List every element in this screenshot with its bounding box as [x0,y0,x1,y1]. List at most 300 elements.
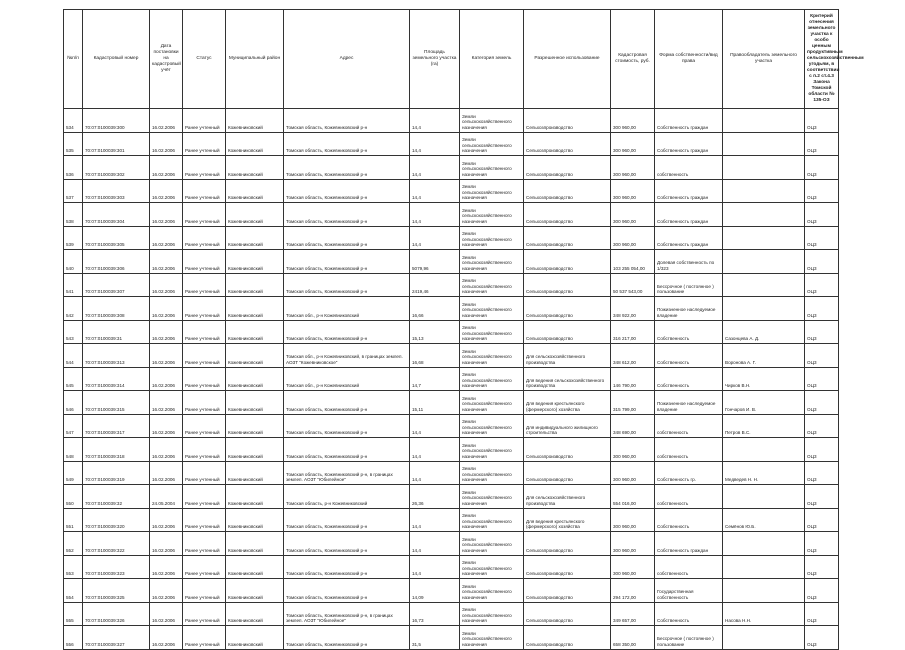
address-cell: Томская область, Кожевниковский р-н [284,320,410,344]
area-cell: 16,73 [410,602,460,626]
cadastral-value-cell: 348 922,00 [611,297,655,321]
registration-date-cell: 16.02.2006 [150,414,183,438]
permitted-use-cell: Сельхозпроизводство [524,226,611,250]
cadastral-value-cell: 300 960,00 [611,438,655,462]
registration-date-cell: 16.02.2006 [150,109,183,133]
cadastral-number-cell: 70:07:0100039:323 [83,555,150,579]
status-cell: Ранее учтенный [183,367,226,391]
cadastral-number-cell: 70:07:0100039:306 [83,250,150,274]
cadastral-number-cell: 70:07:0100039:301 [83,132,150,156]
registration-date-cell: 16.02.2006 [150,250,183,274]
address-cell: Томская обл., р-н Кожевниковский [284,367,410,391]
municipal-district-cell: Кожевниковский [226,367,284,391]
table-row [64,320,839,344]
cadastral-number-cell: 70:07:0100039:319 [83,461,150,485]
table-row [64,109,839,133]
status-cell: Ранее учтенный [183,508,226,532]
land-category-cell: Земли сельскохозяйственного назначения [460,109,524,133]
area-cell: 14,4 [410,109,460,133]
permitted-use-cell: Сельхозпроизводство [524,250,611,274]
ownership-form-cell: Собственность [655,508,723,532]
address-cell: Томская обл., р-н Кожевниковский [284,297,410,321]
criterion-cell: ОЦ3 [805,367,839,391]
criterion-cell: ОЦ3 [805,132,839,156]
cadastral-value-cell: 294 172,00 [611,579,655,603]
area-cell: 14,4 [410,179,460,203]
registration-date-cell: 16.02.2006 [150,226,183,250]
status-cell: Ранее учтенный [183,626,226,650]
table-row [64,344,839,368]
registration-date-cell: 16.02.2006 [150,367,183,391]
address-cell: Томская область, Кожевниковский р-н [284,156,410,180]
cadastral-number-cell: 70:07:0100039:326 [83,602,150,626]
address-cell: Томская область, р-н Кожевниковский [284,485,410,509]
ownership-form-cell: Пожизненное наследуемое владение [655,391,723,415]
number-cell: 554 [64,579,83,603]
area-cell: 15,11 [410,391,460,415]
cadastral-number-cell: 70:07:0100039:313 [83,344,150,368]
address-cell: Томская область, Кожевниковский р-н [284,532,410,556]
status-cell: Ранее учтенный [183,602,226,626]
col-ownership-form-header: Форма собственности/вид права [655,10,723,109]
registration-date-cell: 16.02.2006 [150,320,183,344]
address-cell: Томская область, Кожевниковский р-н [284,391,410,415]
cadastral-number-cell: 70:07:0100039:320 [83,508,150,532]
permitted-use-cell: Сельхозпроизводство [524,602,611,626]
criterion-cell: ОЦ3 [805,508,839,532]
land-category-cell: Земли сельскохозяйственного назначения [460,414,524,438]
number-cell: 535 [64,132,83,156]
area-cell: 14,09 [410,579,460,603]
cadastral-value-cell: 300 960,00 [611,461,655,485]
table-row [64,273,839,297]
criterion-cell: ОЦ3 [805,438,839,462]
right-holder-cell: Сазонцева А. Д. [723,320,805,344]
criterion-cell: ОЦ3 [805,579,839,603]
ownership-form-cell: Государственная собственность [655,579,723,603]
registration-date-cell: 16.02.2006 [150,132,183,156]
table-row [64,367,839,391]
land-category-cell: Земли сельскохозяйственного назначения [460,532,524,556]
cadastral-number-cell: 70:07:0100039:304 [83,203,150,227]
permitted-use-cell: Сельхозпроизводство [524,579,611,603]
ownership-form-cell: собственность [655,156,723,180]
area-cell: 5079,96 [410,250,460,274]
municipal-district-cell: Кожевниковский [226,579,284,603]
address-cell: Томская область, Кожевниковский р-н [284,626,410,650]
area-cell: 14,4 [410,203,460,227]
registration-date-cell: 16.02.2006 [150,555,183,579]
address-cell: Томская область, Кожевниковский р-н [284,555,410,579]
col-cadastral-value-header: Кадастровая стоимость, руб. [611,10,655,109]
address-cell: Томская область, Кожевниковский р-н [284,109,410,133]
table-row [64,156,839,180]
registration-date-cell: 16.02.2006 [150,508,183,532]
status-cell: Ранее учтенный [183,461,226,485]
area-cell: 14,4 [410,438,460,462]
land-category-cell: Земли сельскохозяйственного назначения [460,156,524,180]
cadastral-number-cell: 70:07:0100039:32 [83,485,150,509]
municipal-district-cell: Кожевниковский [226,602,284,626]
area-cell: 26,36 [410,485,460,509]
municipal-district-cell: Кожевниковский [226,156,284,180]
ownership-form-cell: собственность [655,555,723,579]
permitted-use-cell: Сельхозпроизводство [524,297,611,321]
table-row [64,532,839,556]
table-row [64,297,839,321]
status-cell: Ранее учтенный [183,438,226,462]
right-holder-cell [723,532,805,556]
right-holder-cell [723,203,805,227]
cadastral-value-cell: 348 612,00 [611,344,655,368]
cadastral-value-cell: 300 960,00 [611,532,655,556]
registration-date-cell: 16.02.2006 [150,273,183,297]
cadastral-number-cell: 70:07:0100039:302 [83,156,150,180]
col-area-header: Площадь земельного участка (га) [410,10,460,109]
criterion-cell: ОЦ3 [805,461,839,485]
ownership-form-cell: Собственность граждан [655,109,723,133]
registration-date-cell: 16.02.2006 [150,156,183,180]
right-holder-cell [723,626,805,650]
land-category-cell: Земли сельскохозяйственного назначения [460,485,524,509]
status-cell: Ранее учтенный [183,532,226,556]
table-row [64,132,839,156]
number-cell: 550 [64,485,83,509]
cadastral-value-cell: 300 960,00 [611,555,655,579]
land-category-cell: Земли сельскохозяйственного назначения [460,344,524,368]
permitted-use-cell: Для ведения крестьянского (фермерского) хозяйства [524,391,611,415]
table-header [64,10,864,109]
land-category-cell: Земли сельскохозяйственного назначения [460,273,524,297]
table-row [64,226,839,250]
address-cell: Томская область, Кожевниковский р-н [284,414,410,438]
address-cell: Томская область, Кожевниковский р-н [284,273,410,297]
ownership-form-cell: Собственность граждан [655,226,723,250]
number-cell: 541 [64,273,83,297]
table-row [64,602,839,626]
number-cell: 548 [64,438,83,462]
cadastral-value-cell: 315 799,00 [611,391,655,415]
criterion-cell: ОЦ3 [805,414,839,438]
area-cell: 14,4 [410,532,460,556]
criterion-cell: ОЦ3 [805,156,839,180]
permitted-use-cell: Для ведения сельскохозяйственного производства [524,367,611,391]
registration-date-cell: 16.02.2006 [150,179,183,203]
cadastral-value-cell: 300 960,00 [611,109,655,133]
cadastral-value-cell: 300 960,00 [611,179,655,203]
municipal-district-cell: Кожевниковский [226,250,284,274]
right-holder-cell [723,555,805,579]
land-plots-table [63,9,864,650]
status-cell: Ранее учтенный [183,226,226,250]
number-cell: 542 [64,297,83,321]
permitted-use-cell: Для индивидуального жилищного строительства [524,414,611,438]
status-cell: Ранее учтенный [183,250,226,274]
cadastral-number-cell: 70:07:0100039:327 [83,626,150,650]
number-cell: 537 [64,179,83,203]
permitted-use-cell: Сельхозпроизводство [524,626,611,650]
right-holder-cell: Медведев Н. Н. [723,461,805,485]
cadastral-value-cell: 146 790,00 [611,367,655,391]
municipal-district-cell: Кожевниковский [226,132,284,156]
area-cell: 14,7 [410,367,460,391]
table-row [64,555,839,579]
right-holder-cell [723,438,805,462]
col-permitted-use-header: Разрешенное использование [524,10,611,109]
area-cell: 14,4 [410,414,460,438]
cadastral-number-cell: 70:07:0100039:322 [83,532,150,556]
registration-date-cell: 16.02.2006 [150,579,183,603]
table-row [64,414,839,438]
land-category-cell: Земли сельскохозяйственного назначения [460,132,524,156]
criterion-cell: ОЦ3 [805,273,839,297]
status-cell: Ранее учтенный [183,579,226,603]
municipal-district-cell: Кожевниковский [226,344,284,368]
cadastral-number-cell: 70:07:0100039:314 [83,367,150,391]
land-category-cell: Земли сельскохозяйственного назначения [460,391,524,415]
area-cell: 16,66 [410,297,460,321]
cadastral-number-cell: 70:07:0100039:325 [83,579,150,603]
land-category-cell: Земли сельскохозяйственного назначения [460,555,524,579]
ownership-form-cell: Собственность [655,367,723,391]
spreadsheet-page [63,9,864,650]
registration-date-cell: 16.02.2006 [150,626,183,650]
area-cell: 14,4 [410,461,460,485]
permitted-use-cell: Для сельскохозяйственного производства [524,485,611,509]
municipal-district-cell: Кожевниковский [226,555,284,579]
ownership-form-cell: собственность [655,438,723,462]
ownership-form-cell: Собственность гр. [655,461,723,485]
criterion-cell: ОЦ3 [805,485,839,509]
area-cell: 2419,46 [410,273,460,297]
table-row [64,438,839,462]
land-category-cell: Земли сельскохозяйственного назначения [460,438,524,462]
registration-date-cell: 16.02.2006 [150,532,183,556]
cadastral-number-cell: 70:07:0100039:308 [83,297,150,321]
cadastral-number-cell: 70:07:0100039:305 [83,226,150,250]
criterion-cell: ОЦ3 [805,226,839,250]
col-status-header: Статус [183,10,226,109]
land-category-cell: Земли сельскохозяйственного назначения [460,203,524,227]
municipal-district-cell: Кожевниковский [226,532,284,556]
permitted-use-cell: Сельхозпроизводство [524,273,611,297]
registration-date-cell: 16.02.2006 [150,391,183,415]
permitted-use-cell: Сельхозпроизводство [524,320,611,344]
land-category-cell: Земли сельскохозяйственного назначения [460,226,524,250]
cadastral-number-cell: 70:07:0100039:315 [83,391,150,415]
cadastral-number-cell: 70:07:0100039:307 [83,273,150,297]
land-category-cell: Земли сельскохозяйственного назначения [460,602,524,626]
cadastral-value-cell: 554 016,00 [611,485,655,509]
criterion-cell: ОЦ3 [805,179,839,203]
criterion-cell: ОЦ3 [805,250,839,274]
ownership-form-cell: Собственность граждан [655,203,723,227]
col-land-category-header: Категория земель [460,10,524,109]
permitted-use-cell: Сельхозпроизводство [524,438,611,462]
number-cell: 545 [64,367,83,391]
permitted-use-cell: Для сельскохозяйственного производства [524,344,611,368]
right-holder-cell [723,297,805,321]
municipal-district-cell: Кожевниковский [226,485,284,509]
table-body [64,109,839,650]
cadastral-value-cell: 300 960,00 [611,203,655,227]
right-holder-cell [723,579,805,603]
criterion-cell: ОЦ3 [805,626,839,650]
area-cell: 14,4 [410,555,460,579]
col-registration-date-header: Дата постановки на кадастровый учёт [150,10,183,109]
permitted-use-cell: Сельхозпроизводство [524,132,611,156]
criterion-cell: ОЦ3 [805,391,839,415]
table-row [64,461,839,485]
number-cell: 534 [64,109,83,133]
address-cell: Томская область, Кожевниковский р-н, в границах землеп. АОЗТ "Юбилейное" [284,461,410,485]
address-cell: Томская область, Кожевниковский р-н [284,132,410,156]
cadastral-number-cell: 70:07:0100039:317 [83,414,150,438]
permitted-use-cell: Сельхозпроизводство [524,109,611,133]
right-holder-cell: Воронова А. Г. [723,344,805,368]
status-cell: Ранее учтенный [183,414,226,438]
right-holder-cell [723,109,805,133]
status-cell: Ранее учтенный [183,156,226,180]
cadastral-number-cell: 70:07:0100039:318 [83,438,150,462]
address-cell: Томская область, Кожевниковский р-н [284,438,410,462]
right-holder-cell: Чирков В.Н. [723,367,805,391]
cadastral-value-cell: 103 255 054,00 [611,250,655,274]
right-holder-cell [723,250,805,274]
cadastral-value-cell: 300 960,00 [611,508,655,532]
number-cell: 547 [64,414,83,438]
land-category-cell: Земли сельскохозяйственного назначения [460,367,524,391]
municipal-district-cell: Кожевниковский [226,508,284,532]
area-cell: 16,68 [410,344,460,368]
land-category-cell: Земли сельскохозяйственного назначения [460,508,524,532]
right-holder-cell: Петров В.С. [723,414,805,438]
municipal-district-cell: Кожевниковский [226,391,284,415]
number-cell: 536 [64,156,83,180]
ownership-form-cell: собственность [655,485,723,509]
ownership-form-cell: собственность [655,414,723,438]
area-cell: 14,4 [410,156,460,180]
land-category-cell: Земли сельскохозяйственного назначения [460,579,524,603]
municipal-district-cell: Кожевниковский [226,414,284,438]
status-cell: Ранее учтенный [183,179,226,203]
ownership-form-cell: Собственность [655,344,723,368]
ownership-form-cell: Бессрочное ( постоянное ) пользование [655,626,723,650]
table-row [64,579,839,603]
permitted-use-cell: Сельхозпроизводство [524,179,611,203]
right-holder-cell: Семёнов Ю.Б. [723,508,805,532]
number-cell: 538 [64,203,83,227]
criterion-cell: ОЦ3 [805,320,839,344]
address-cell: Томская область, Кожевниковский р-н [284,250,410,274]
cadastral-number-cell: 70:07:0100039:303 [83,179,150,203]
status-cell: Ранее учтенный [183,203,226,227]
permitted-use-cell: Сельхозпроизводство [524,532,611,556]
number-cell: 544 [64,344,83,368]
registration-date-cell: 16.02.2006 [150,461,183,485]
land-category-cell: Земли сельскохозяйственного назначения [460,626,524,650]
number-cell: 555 [64,602,83,626]
table-row [64,179,839,203]
land-category-cell: Земли сельскохозяйственного назначения [460,250,524,274]
right-holder-cell [723,156,805,180]
number-cell: 543 [64,320,83,344]
cadastral-value-cell: 50 537 543,00 [611,273,655,297]
ownership-form-cell: Пожизненное наследуемое владение [655,297,723,321]
area-cell: 14,4 [410,132,460,156]
criterion-cell: ОЦ3 [805,602,839,626]
status-cell: Ранее учтенный [183,109,226,133]
registration-date-cell: 16.02.2006 [150,344,183,368]
table-row [64,250,839,274]
criterion-cell: ОЦ3 [805,555,839,579]
right-holder-cell: Гончаров И. В. [723,391,805,415]
ownership-form-cell: Собственность граждан [655,132,723,156]
table-row [64,626,839,650]
right-holder-cell [723,179,805,203]
status-cell: Ранее учтенный [183,555,226,579]
col-number-header: №п/п [64,10,83,109]
municipal-district-cell: Кожевниковский [226,438,284,462]
number-cell: 556 [64,626,83,650]
permitted-use-cell: Сельхозпроизводство [524,203,611,227]
permitted-use-cell: Для ведения крестьянского (фермерского) хозяйства [524,508,611,532]
table-row [64,203,839,227]
number-cell: 551 [64,508,83,532]
cadastral-value-cell: 300 960,00 [611,132,655,156]
address-cell: Томская область, Кожевниковский р-н, в границах землеп. АОЗТ "Юбилейное" [284,602,410,626]
area-cell: 15,13 [410,320,460,344]
number-cell: 552 [64,532,83,556]
col-cadastral-number-header: Кадастровый номер [83,10,150,109]
status-cell: Ранее учтенный [183,344,226,368]
number-cell: 539 [64,226,83,250]
cadastral-value-cell: 348 690,00 [611,414,655,438]
right-holder-cell [723,273,805,297]
registration-date-cell: 16.02.2006 [150,297,183,321]
address-cell: Томская область, Кожевниковский р-н [284,579,410,603]
criterion-cell: ОЦ3 [805,297,839,321]
status-cell: Ранее учтенный [183,132,226,156]
municipal-district-cell: Кожевниковский [226,203,284,227]
permitted-use-cell: Сельхозпроизводство [524,461,611,485]
municipal-district-cell: Кожевниковский [226,273,284,297]
criterion-cell: ОЦ3 [805,344,839,368]
number-cell: 549 [64,461,83,485]
area-cell: 14,4 [410,226,460,250]
registration-date-cell: 16.02.2006 [150,438,183,462]
col-municipal-district-header: Муниципальный район [226,10,284,109]
status-cell: Ранее учтенный [183,391,226,415]
status-cell: Ранее учтенный [183,485,226,509]
cadastral-number-cell: 70:07:0100039:31 [83,320,150,344]
municipal-district-cell: Кожевниковский [226,626,284,650]
land-category-cell: Земли сельскохозяйственного назначения [460,320,524,344]
address-cell: Томская область, Кожевниковский р-н [284,179,410,203]
status-cell: Ранее учтенный [183,273,226,297]
right-holder-cell: Насова Н.Н. [723,602,805,626]
permitted-use-cell: Сельхозпроизводство [524,156,611,180]
header-row [64,10,839,109]
municipal-district-cell: Кожевниковский [226,297,284,321]
address-cell: Томская область, Кожевниковский р-н [284,508,410,532]
table-row [64,391,839,415]
cadastral-number-cell: 70:07:0100039:300 [83,109,150,133]
address-cell: Томская область, Кожевниковский р-н [284,203,410,227]
cadastral-value-cell: 349 657,00 [611,602,655,626]
address-cell: Томская область, Кожевниковский р-н [284,226,410,250]
land-category-cell: Земли сельскохозяйственного назначения [460,461,524,485]
